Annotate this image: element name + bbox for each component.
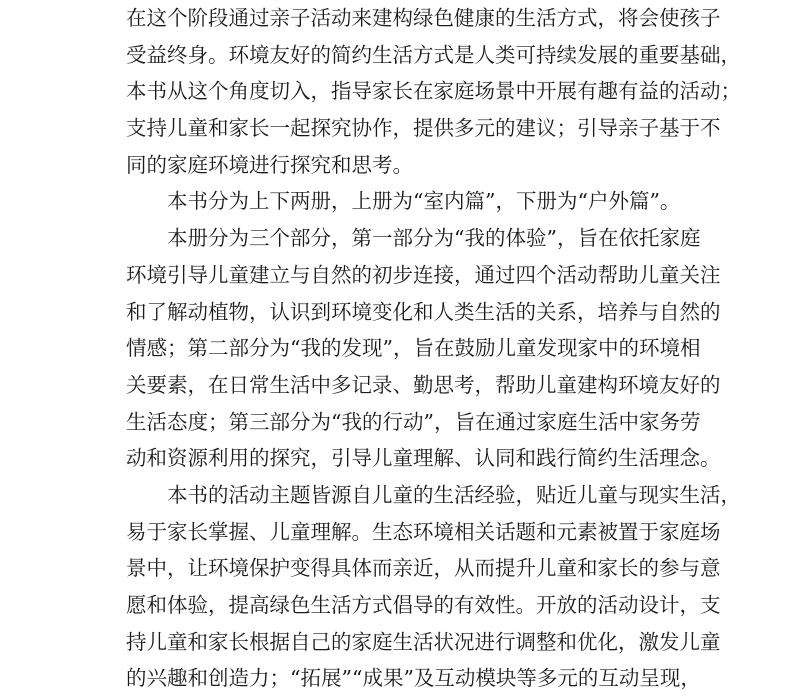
text-line: 持儿童和家长根据自己的家庭生活状况进行调整和优化，激发儿童	[126, 629, 721, 654]
paragraph-volumes	[126, 183, 681, 220]
text-line: 景中，让环境保护变得具体而亲近，从而提升儿童和家长的参与意	[126, 556, 721, 581]
text-line: 易于家长掌握、儿童理解。生态环境相关话题和元素被置于家庭场	[126, 519, 721, 544]
text-line: 支持儿童和家长一起探究协作，提供多元的建议；引导亲子基于不	[126, 116, 721, 141]
text-line: 本书从这个角度切入，指导家长在家庭场景中开展有趣有益的活动；	[126, 79, 741, 104]
paragraph-intro-continued	[126, 0, 741, 183]
text-line: 同的家庭环境进行探究和思考。	[126, 152, 413, 177]
text-line: 和了解动植物，认识到环境变化和人类生活的关系，培养与自然的	[126, 299, 721, 324]
text-line: 在这个阶段通过亲子活动来建构绿色健康的生活方式，将会使孩子	[126, 6, 721, 30]
text-line: 情感；第二部分为“我的发现”，旨在鼓励儿童发现家中的环境相	[126, 336, 701, 361]
text-line: 本书分为上下两册，上册为“室内篇”，下册为“户外篇”。	[167, 189, 681, 214]
text-line: 动和资源利用的探究，引导儿童理解、认同和践行简约生活理念。	[126, 446, 721, 471]
text-line: 本册分为三个部分，第一部分为“我的体验”，旨在依托家庭	[167, 226, 701, 251]
text-line: 愿和体验，提高绿色生活方式倡导的有效性。开放的活动设计，支	[126, 593, 721, 617]
text-line: 的兴趣和创造力；“拓展”“成果”及互动模块等多元的互动呈现，	[126, 666, 701, 691]
text-line: 生活态度；第三部分为“我的行动”，旨在通过家庭生活中家务劳	[126, 409, 701, 434]
text-line: 环境引导儿童建立与自然的初步连接，通过四个活动帮助儿童关注	[126, 262, 721, 287]
paragraph-structure	[126, 220, 721, 477]
text-line: 受益终身。环境友好的简约生活方式是人类可持续发展的重要基础，	[126, 42, 741, 67]
text-line: 关要素，在日常生活中多记录、勤思考，帮助儿童建构环境友好的	[126, 372, 721, 397]
text-line: 本书的活动主题皆源自儿童的生活经验，贴近儿童与现实生活，	[167, 482, 741, 507]
text-column	[126, 0, 741, 697]
paragraph-themes	[126, 477, 741, 697]
